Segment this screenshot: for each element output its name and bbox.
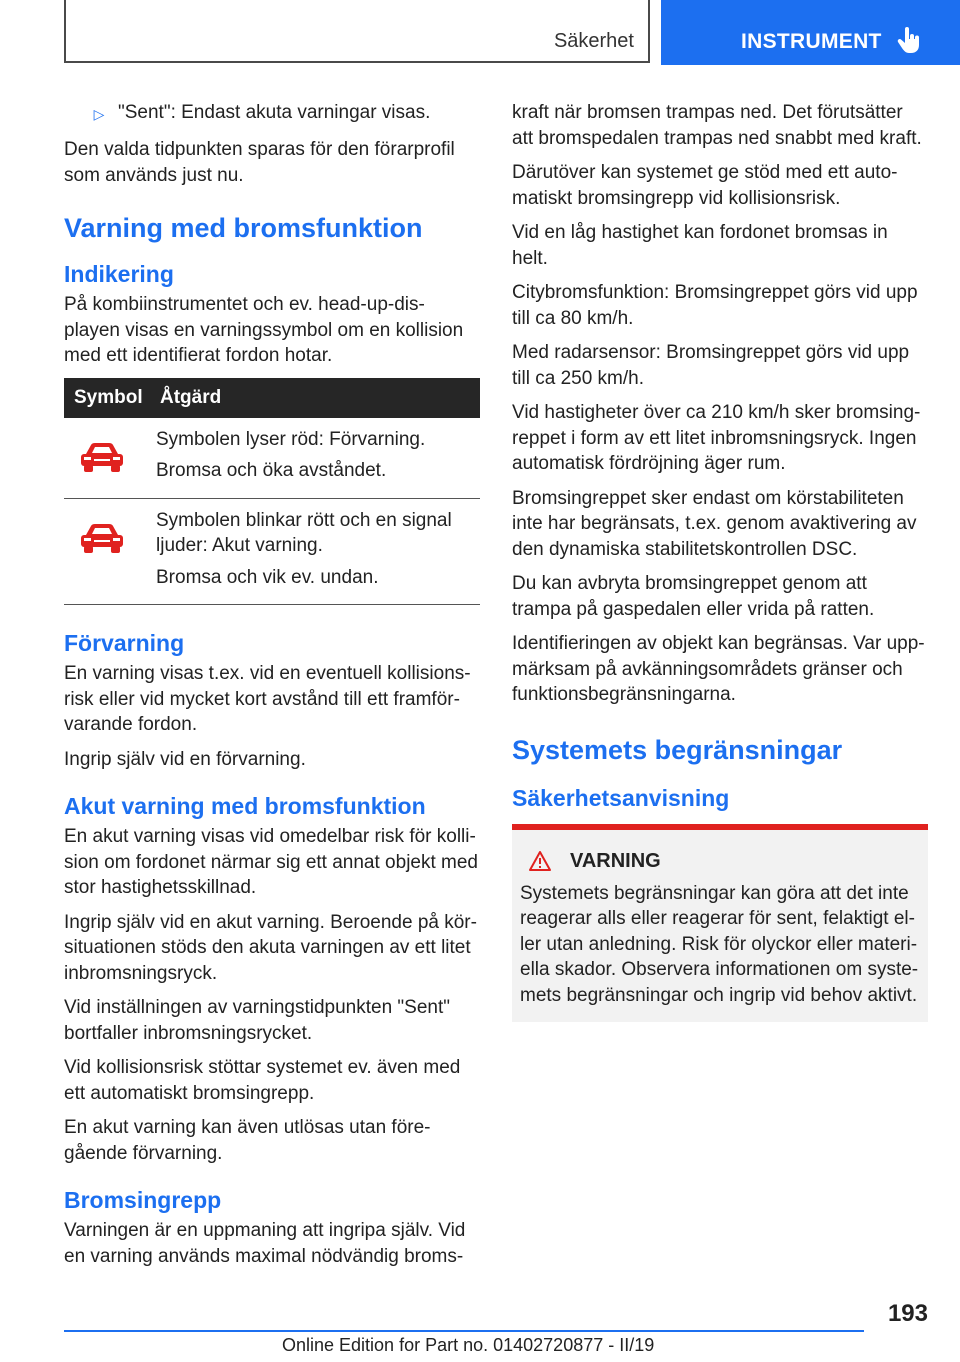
- page-number: 193: [887, 1300, 928, 1327]
- car-warning-icon: [78, 440, 126, 474]
- table-header-symbol: Symbol: [64, 378, 156, 418]
- warning-text: Systemets begränsningar kan göra att det inte reagerar alls eller reagerar för sent, felaktigt el-ler utan anledning. Risk för olyckor eller materi-ella skador. Observera informationen om syste-mets begränsningar och ingrip vid behov aktivt.: [520, 882, 919, 1006]
- paragraph: En akut varning kan även utlösas utan före-gående förvarning.: [64, 1117, 431, 1164]
- paragraph: Ingrip själv vid en akut varning. Beroende på kör-situationen stöds den akuta varningen av ett litet inbromsningsryck.: [64, 911, 477, 984]
- paragraph: Den valda tidpunkten sparas för den förarprofil som används just nu.: [64, 139, 455, 186]
- subsection-heading: Förvarning: [64, 630, 185, 656]
- paragraph: kraft när bromsen trampas ned. Det förutsätter att bromspedalen trampas ned snabbt med kraft.: [512, 102, 922, 149]
- paragraph: Med radarsensor: Bromsingreppet görs vid upp till ca 250 km/h.: [512, 342, 910, 389]
- paragraph: Identifieringen av objekt kan begränsas. Var upp-märksam på avkänningsområdets gränser och funktionsbegränsningarna.: [512, 633, 925, 705]
- table-cell-text: Bromsa och vik ev. undan.: [156, 566, 379, 588]
- subsection-heading: Säkerhetsanvisning: [512, 784, 730, 811]
- paragraph: Därutöver kan systemet ge stöd med ett auto-matiskt bromsingrepp vid kollisionsrisk.: [512, 162, 898, 209]
- subsection-heading: Indikering: [64, 261, 174, 287]
- left-column: [64, 100, 480, 1278]
- paragraph: Vid en låg hastighet kan fordonet bromsas in helt.: [512, 222, 888, 269]
- footer-divider: [64, 1330, 864, 1332]
- right-column: [512, 100, 928, 1022]
- bullet-text: "Sent": Endast akuta varningar visas.: [118, 102, 431, 123]
- paragraph: Ingrip själv vid en förvarning.: [64, 748, 306, 770]
- section-tab: [64, 0, 650, 63]
- paragraph: Vid hastigheter över ca 210 km/h sker bromsing-reppet i form av ett litet inbromsningsryck. Ingen automatisk fördröjning äger rum.: [512, 402, 921, 474]
- table-row: [64, 418, 480, 499]
- paragraph: På kombiinstrumentet och ev. head-up-dis-playen visas en varningssymbol om en kollision med ett identifierat fordon hotar.: [64, 294, 464, 366]
- triangle-bullet-icon: ▷: [93, 106, 105, 122]
- warning-triangle-icon: [528, 850, 552, 872]
- hand-pointer-icon: [897, 27, 921, 55]
- subsection-heading: Akut varning med bromsfunktion: [64, 793, 426, 819]
- table-header-action: Åtgärd: [156, 378, 480, 418]
- paragraph: Citybromsfunktion: Bromsingreppet görs vid upp till ca 80 km/h.: [512, 282, 918, 329]
- paragraph: Varningen är en uppmaning att ingripa själv. Vid en varning används maximal nödvändig broms-: [64, 1220, 466, 1267]
- chapter-label: INSTRUMENT: [741, 30, 882, 53]
- paragraph: Vid inställningen av varningstidpunkten "Sent" bortfaller inbromsningsrycket.: [64, 997, 451, 1044]
- warning-box: [512, 824, 928, 1022]
- section-heading: Varning med bromsfunktion: [64, 213, 423, 243]
- subsection-heading: Bromsingrepp: [64, 1187, 222, 1213]
- paragraph: Vid kollisionsrisk stöttar systemet ev. även med ett automatiskt bromsingrepp.: [64, 1057, 461, 1104]
- bullet-item: [64, 100, 480, 128]
- car-warning-flashing-icon: [78, 521, 126, 555]
- table-cell-text: Bromsa och öka avståndet.: [156, 460, 387, 481]
- section-label: Säkerhet: [553, 30, 634, 52]
- table-row: [64, 498, 480, 605]
- table-cell-text: Symbolen blinkar rött och en signal ljuder: Akut varning.: [156, 509, 452, 556]
- warning-title: VARNING: [570, 849, 661, 872]
- footer-edition: Online Edition for Part no. 01402720877 - II/19: [282, 1335, 655, 1355]
- chapter-tab: [661, 0, 960, 65]
- paragraph: En varning visas t.ex. vid en eventuell kollisions-risk eller vid mycket kort avstånd till ett framför-varande fordon.: [64, 663, 471, 735]
- paragraph: Du kan avbryta bromsingreppet genom att trampa på gaspedalen eller vrida på ratten.: [512, 573, 875, 620]
- table-cell-text: Symbolen lyser röd: Förvarning.: [156, 428, 426, 450]
- section-heading: Systemets begränsningar: [512, 734, 843, 765]
- symbol-table: [64, 378, 480, 606]
- paragraph: En akut varning visas vid omedelbar risk för kolli-sion om fordonet närmar sig ett annat objekt med stor hastighetsskillnad.: [64, 826, 479, 898]
- paragraph: Bromsingreppet sker endast om körstabiliteten inte har begränsats, t.ex. genom avaktivering av den dynamiska stabilitetskontrollen DSC.: [512, 487, 917, 560]
